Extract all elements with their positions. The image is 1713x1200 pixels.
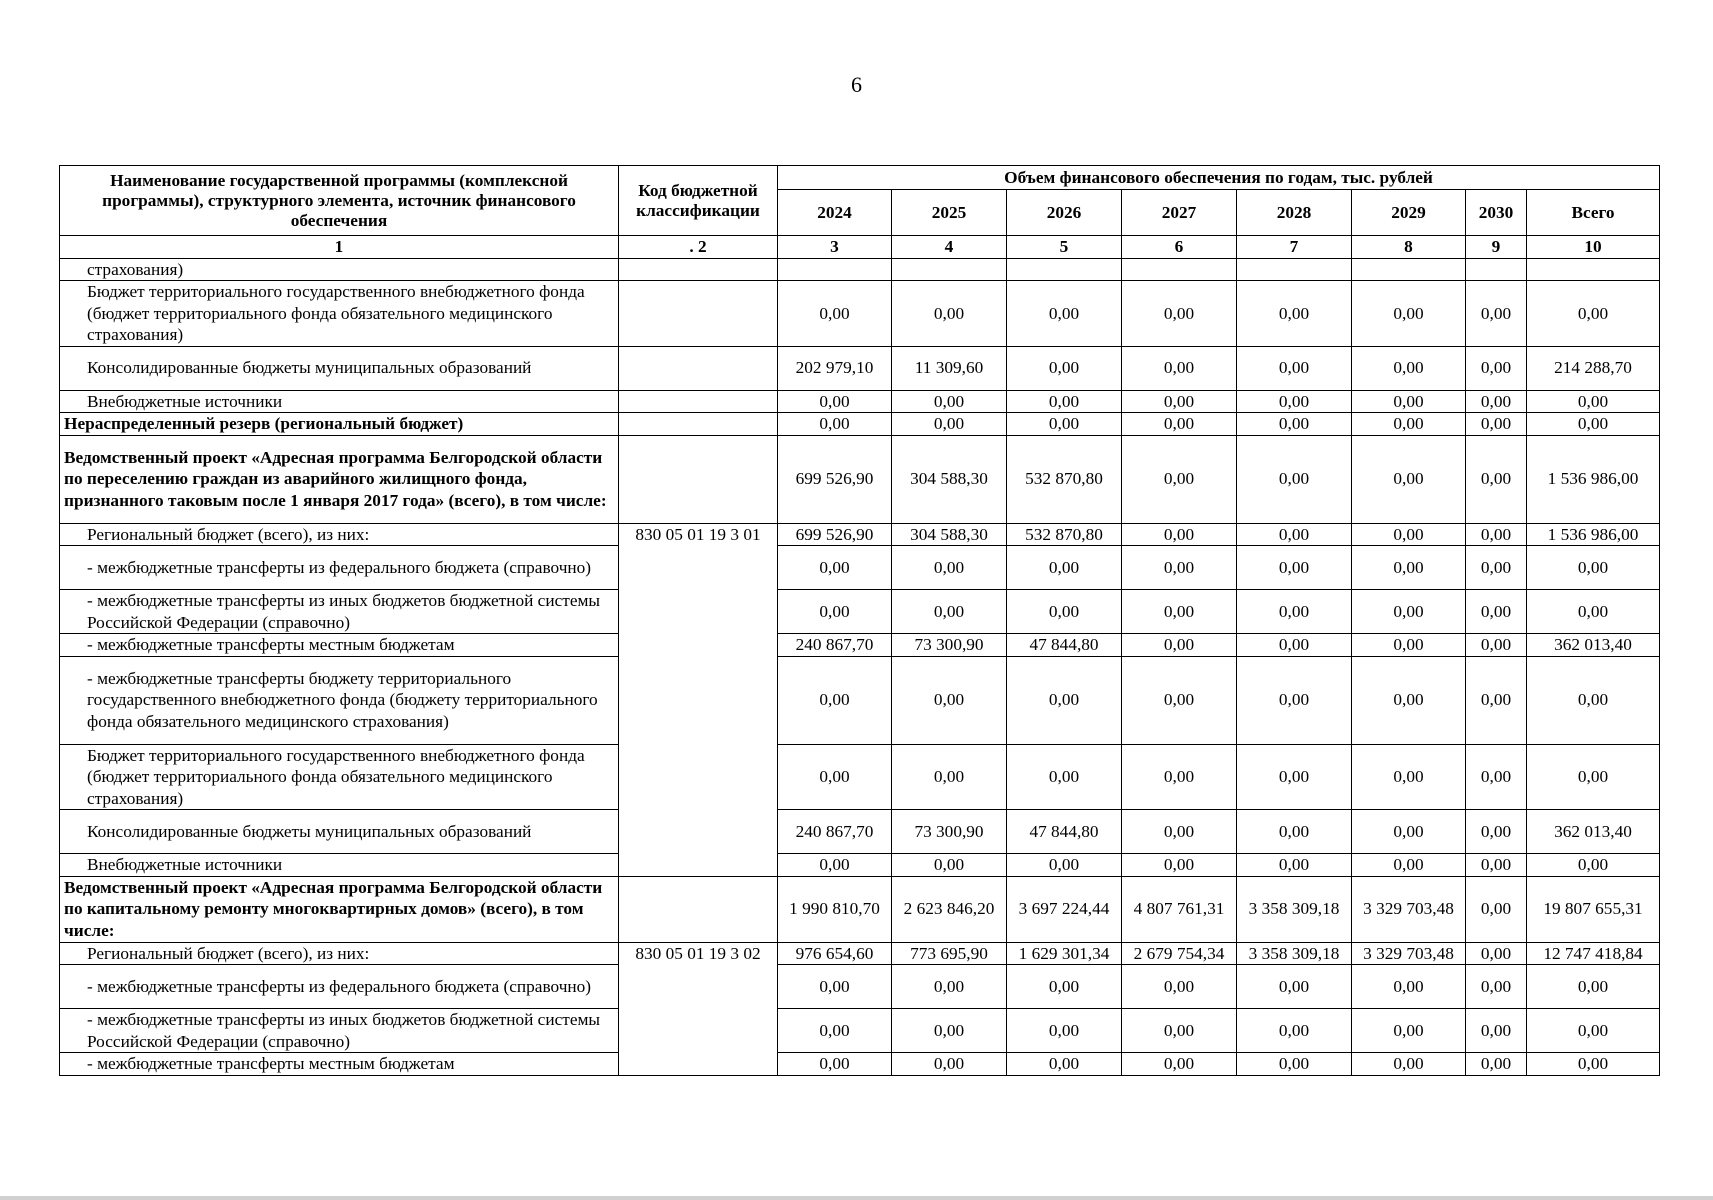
row-value: 362 013,40 (1527, 810, 1660, 854)
row-value: 0,00 (1122, 523, 1237, 546)
row-code: 830 05 01 19 3 01 (619, 523, 778, 876)
row-value: 773 695,90 (892, 942, 1007, 965)
row-value: 0,00 (1466, 744, 1527, 810)
row-value: 0,00 (892, 413, 1007, 436)
column-number: 4 (892, 236, 1007, 259)
row-code (619, 346, 778, 390)
row-value: 0,00 (892, 1053, 1007, 1076)
table-row (60, 744, 1660, 810)
row-value: 0,00 (892, 656, 1007, 744)
row-value: 0,00 (778, 1009, 892, 1053)
row-value: 0,00 (1527, 546, 1660, 590)
row-name: - межбюджетные трансферты из федерального бюджета (справочно) (60, 965, 619, 1009)
row-value: 3 358 309,18 (1237, 876, 1352, 942)
row-value: 0,00 (1352, 656, 1466, 744)
row-value: 0,00 (1352, 634, 1466, 657)
row-value: 0,00 (1466, 435, 1527, 523)
row-value: 0,00 (1466, 413, 1527, 436)
row-value: 0,00 (778, 854, 892, 877)
row-value: 2 679 754,34 (1122, 942, 1237, 965)
row-value: 0,00 (1527, 965, 1660, 1009)
row-value: 0,00 (892, 854, 1007, 877)
row-name: Нераспределенный резерв (региональный бюджет) (60, 413, 619, 436)
row-value: 0,00 (892, 744, 1007, 810)
row-value: 0,00 (1352, 435, 1466, 523)
table-row (60, 1009, 1660, 1053)
row-value: 0,00 (1007, 854, 1122, 877)
row-value: 304 588,30 (892, 523, 1007, 546)
row-value: 1 536 986,00 (1527, 523, 1660, 546)
header-year: 2026 (1007, 190, 1122, 236)
row-value: 0,00 (1007, 546, 1122, 590)
table-row (60, 435, 1660, 523)
table-row (60, 413, 1660, 436)
header-year: 2030 (1466, 190, 1527, 236)
row-value: 0,00 (778, 965, 892, 1009)
row-value: 0,00 (1122, 546, 1237, 590)
row-value: 214 288,70 (1527, 346, 1660, 390)
row-value: 0,00 (1352, 413, 1466, 436)
row-value: 1 536 986,00 (1527, 435, 1660, 523)
header-year: 2028 (1237, 190, 1352, 236)
row-value: 0,00 (1007, 413, 1122, 436)
row-name: Региональный бюджет (всего), из них: (60, 942, 619, 965)
row-value: 3 358 309,18 (1237, 942, 1352, 965)
row-value (1122, 258, 1237, 281)
row-value: 0,00 (1237, 346, 1352, 390)
row-value: 240 867,70 (778, 634, 892, 657)
row-value: 0,00 (1466, 1009, 1527, 1053)
row-value: 532 870,80 (1007, 435, 1122, 523)
header-year: 2024 (778, 190, 892, 236)
row-value: 0,00 (1237, 656, 1352, 744)
row-value: 0,00 (1007, 346, 1122, 390)
row-value: 0,00 (1352, 1009, 1466, 1053)
column-number: 5 (1007, 236, 1122, 259)
row-value: 0,00 (892, 281, 1007, 347)
row-code: 830 05 01 19 3 02 (619, 942, 778, 1075)
row-value: 0,00 (1122, 435, 1237, 523)
row-value: 0,00 (1527, 1053, 1660, 1076)
row-value: 0,00 (1527, 744, 1660, 810)
row-value: 0,00 (1466, 346, 1527, 390)
column-number: . 2 (619, 236, 778, 259)
row-name: Ведомственный проект «Адресная программа Белгородской области по капитальному ремонту многоквартирных домов» (всего), в том числе: (60, 876, 619, 942)
page-bottom-edge (0, 1196, 1713, 1200)
table-row (60, 634, 1660, 657)
header-total: Всего (1527, 190, 1660, 236)
row-value: 0,00 (1237, 435, 1352, 523)
row-value: 0,00 (1352, 523, 1466, 546)
row-value: 0,00 (1007, 590, 1122, 634)
row-name: страхования) (60, 258, 619, 281)
row-value: 699 526,90 (778, 523, 892, 546)
header-year: 2025 (892, 190, 1007, 236)
row-value: 73 300,90 (892, 634, 1007, 657)
row-value: 699 526,90 (778, 435, 892, 523)
column-number: 9 (1466, 236, 1527, 259)
row-value: 532 870,80 (1007, 523, 1122, 546)
row-value: 240 867,70 (778, 810, 892, 854)
row-value: 0,00 (1352, 965, 1466, 1009)
table-row (60, 590, 1660, 634)
row-value: 0,00 (778, 281, 892, 347)
row-value: 0,00 (1237, 634, 1352, 657)
row-name: Региональный бюджет (всего), из них: (60, 523, 619, 546)
row-value: 19 807 655,31 (1527, 876, 1660, 942)
row-value: 0,00 (1122, 1053, 1237, 1076)
row-value: 0,00 (1237, 1053, 1352, 1076)
column-number: 8 (1352, 236, 1466, 259)
row-value: 0,00 (1237, 546, 1352, 590)
row-value: 0,00 (1122, 810, 1237, 854)
row-value (1237, 258, 1352, 281)
row-value: 304 588,30 (892, 435, 1007, 523)
row-value: 0,00 (1466, 942, 1527, 965)
row-value: 0,00 (1122, 634, 1237, 657)
column-number: 6 (1122, 236, 1237, 259)
row-name: - межбюджетные трансферты из иных бюджетов бюджетной системы Российской Федерации (справочно) (60, 590, 619, 634)
row-value: 3 329 703,48 (1352, 942, 1466, 965)
row-value: 0,00 (1007, 1009, 1122, 1053)
row-value: 0,00 (892, 546, 1007, 590)
row-value: 0,00 (1352, 346, 1466, 390)
row-value: 4 807 761,31 (1122, 876, 1237, 942)
row-value: 47 844,80 (1007, 810, 1122, 854)
row-value: 0,00 (1352, 590, 1466, 634)
row-value: 0,00 (1237, 523, 1352, 546)
table-row (60, 810, 1660, 854)
row-name: Консолидированные бюджеты муниципальных образований (60, 346, 619, 390)
row-code (619, 435, 778, 523)
row-value: 0,00 (1466, 810, 1527, 854)
table-row (60, 656, 1660, 744)
row-name: Бюджет территориального государственного внебюджетного фонда (бюджет территориального фонда обязательного медицинского страхования) (60, 281, 619, 347)
row-value (1527, 258, 1660, 281)
table-row (60, 942, 1660, 965)
table-row (60, 390, 1660, 413)
row-value: 0,00 (1122, 854, 1237, 877)
row-name: Внебюджетные источники (60, 854, 619, 877)
table-row (60, 854, 1660, 877)
row-value: 0,00 (1352, 546, 1466, 590)
row-value: 1 629 301,34 (1007, 942, 1122, 965)
row-value: 0,00 (1007, 281, 1122, 347)
row-value: 0,00 (1007, 744, 1122, 810)
row-code (619, 876, 778, 942)
header-code-column: Код бюджетной классификации (619, 166, 778, 236)
column-number: 7 (1237, 236, 1352, 259)
row-value: 0,00 (1527, 590, 1660, 634)
row-name: Бюджет территориального государственного внебюджетного фонда (бюджет территориального фонда обязательного медицинского страхования) (60, 744, 619, 810)
row-value: 0,00 (1122, 1009, 1237, 1053)
row-value: 3 697 224,44 (1007, 876, 1122, 942)
row-value: 0,00 (1237, 1009, 1352, 1053)
row-value: 0,00 (1007, 390, 1122, 413)
row-value: 11 309,60 (892, 346, 1007, 390)
row-value: 0,00 (1122, 590, 1237, 634)
row-name: - межбюджетные трансферты из иных бюджетов бюджетной системы Российской Федерации (справочно) (60, 1009, 619, 1053)
row-code (619, 390, 778, 413)
row-value: 0,00 (1122, 281, 1237, 347)
row-value: 0,00 (1007, 1053, 1122, 1076)
row-value: 12 747 418,84 (1527, 942, 1660, 965)
row-value: 0,00 (1007, 656, 1122, 744)
row-value: 0,00 (778, 656, 892, 744)
row-value: 2 623 846,20 (892, 876, 1007, 942)
row-value: 0,00 (1466, 965, 1527, 1009)
column-number: 3 (778, 236, 892, 259)
row-value: 0,00 (1122, 744, 1237, 810)
row-value: 976 654,60 (778, 942, 892, 965)
row-value: 0,00 (1352, 854, 1466, 877)
table-row (60, 281, 1660, 347)
row-name: - межбюджетные трансферты местным бюджетам (60, 634, 619, 657)
row-value: 0,00 (1122, 656, 1237, 744)
row-value (1352, 258, 1466, 281)
row-value: 362 013,40 (1527, 634, 1660, 657)
row-name: - межбюджетные трансферты из федерального бюджета (справочно) (60, 546, 619, 590)
table-row (60, 546, 1660, 590)
row-value: 0,00 (778, 744, 892, 810)
row-value: 0,00 (1466, 634, 1527, 657)
table-row (60, 346, 1660, 390)
header-name-column: Наименование государственной программы (комплексной программы), структурного элемента, источник финансового обеспечения (60, 166, 619, 236)
row-value: 0,00 (778, 590, 892, 634)
header-year: 2029 (1352, 190, 1466, 236)
row-value (1007, 258, 1122, 281)
row-value: 0,00 (1527, 390, 1660, 413)
row-value: 0,00 (892, 590, 1007, 634)
row-value: 0,00 (1466, 390, 1527, 413)
row-code (619, 258, 778, 281)
row-value: 0,00 (1466, 281, 1527, 347)
row-value: 0,00 (1466, 876, 1527, 942)
row-value: 0,00 (1527, 1009, 1660, 1053)
row-value: 0,00 (1466, 854, 1527, 877)
table-row (60, 1053, 1660, 1076)
row-name: - межбюджетные трансферты бюджету территориального государственного внебюджетного фонда (бюджету территориального фонда обязательного медицинского страхования) (60, 656, 619, 744)
table-row (60, 876, 1660, 942)
row-value: 0,00 (1237, 810, 1352, 854)
row-value (1466, 258, 1527, 281)
column-number: 10 (1527, 236, 1660, 259)
row-value: 73 300,90 (892, 810, 1007, 854)
row-value: 0,00 (1237, 390, 1352, 413)
row-value: 0,00 (1527, 656, 1660, 744)
row-value: 0,00 (892, 965, 1007, 1009)
row-value: 0,00 (1122, 346, 1237, 390)
row-value: 0,00 (1352, 1053, 1466, 1076)
row-name: Внебюджетные источники (60, 390, 619, 413)
row-value: 0,00 (1237, 281, 1352, 347)
row-value: 0,00 (1122, 413, 1237, 436)
row-value: 202 979,10 (778, 346, 892, 390)
row-value: 0,00 (1122, 390, 1237, 413)
header-funding-group: Объем финансового обеспечения по годам, тыс. рублей (778, 166, 1660, 190)
row-value: 0,00 (1352, 810, 1466, 854)
row-value: 0,00 (1007, 965, 1122, 1009)
row-value: 0,00 (892, 390, 1007, 413)
row-value: 47 844,80 (1007, 634, 1122, 657)
row-value (778, 258, 892, 281)
row-value: 0,00 (1237, 965, 1352, 1009)
row-value (892, 258, 1007, 281)
row-value: 3 329 703,48 (1352, 876, 1466, 942)
row-value: 0,00 (1466, 656, 1527, 744)
row-value: 1 990 810,70 (778, 876, 892, 942)
table-row (60, 965, 1660, 1009)
column-number: 1 (60, 236, 619, 259)
row-value: 0,00 (1352, 390, 1466, 413)
row-name: Консолидированные бюджеты муниципальных образований (60, 810, 619, 854)
row-value: 0,00 (1466, 523, 1527, 546)
financing-table (59, 165, 1660, 1076)
row-value: 0,00 (1237, 744, 1352, 810)
page-number: 6 (851, 72, 862, 97)
row-value: 0,00 (778, 546, 892, 590)
row-value: 0,00 (1237, 413, 1352, 436)
row-value: 0,00 (778, 1053, 892, 1076)
row-value: 0,00 (1527, 413, 1660, 436)
row-value: 0,00 (1352, 744, 1466, 810)
row-value: 0,00 (1237, 854, 1352, 877)
row-value: 0,00 (1466, 590, 1527, 634)
row-value: 0,00 (1527, 854, 1660, 877)
row-value: 0,00 (1237, 590, 1352, 634)
row-value: 0,00 (778, 390, 892, 413)
header-year: 2027 (1122, 190, 1237, 236)
row-value: 0,00 (778, 413, 892, 436)
table-row (60, 258, 1660, 281)
row-value: 0,00 (1122, 965, 1237, 1009)
table-row (60, 523, 1660, 546)
row-value: 0,00 (892, 1009, 1007, 1053)
row-value: 0,00 (1527, 281, 1660, 347)
row-code (619, 281, 778, 347)
row-value: 0,00 (1466, 546, 1527, 590)
row-name: - межбюджетные трансферты местным бюджетам (60, 1053, 619, 1076)
row-value: 0,00 (1352, 281, 1466, 347)
row-value: 0,00 (1466, 1053, 1527, 1076)
row-name: Ведомственный проект «Адресная программа Белгородской области по переселению граждан из аварийного жилищного фонда, признанного таковым после 1 января 2017 года» (всего), в том числе: (60, 435, 619, 523)
row-code (619, 413, 778, 436)
